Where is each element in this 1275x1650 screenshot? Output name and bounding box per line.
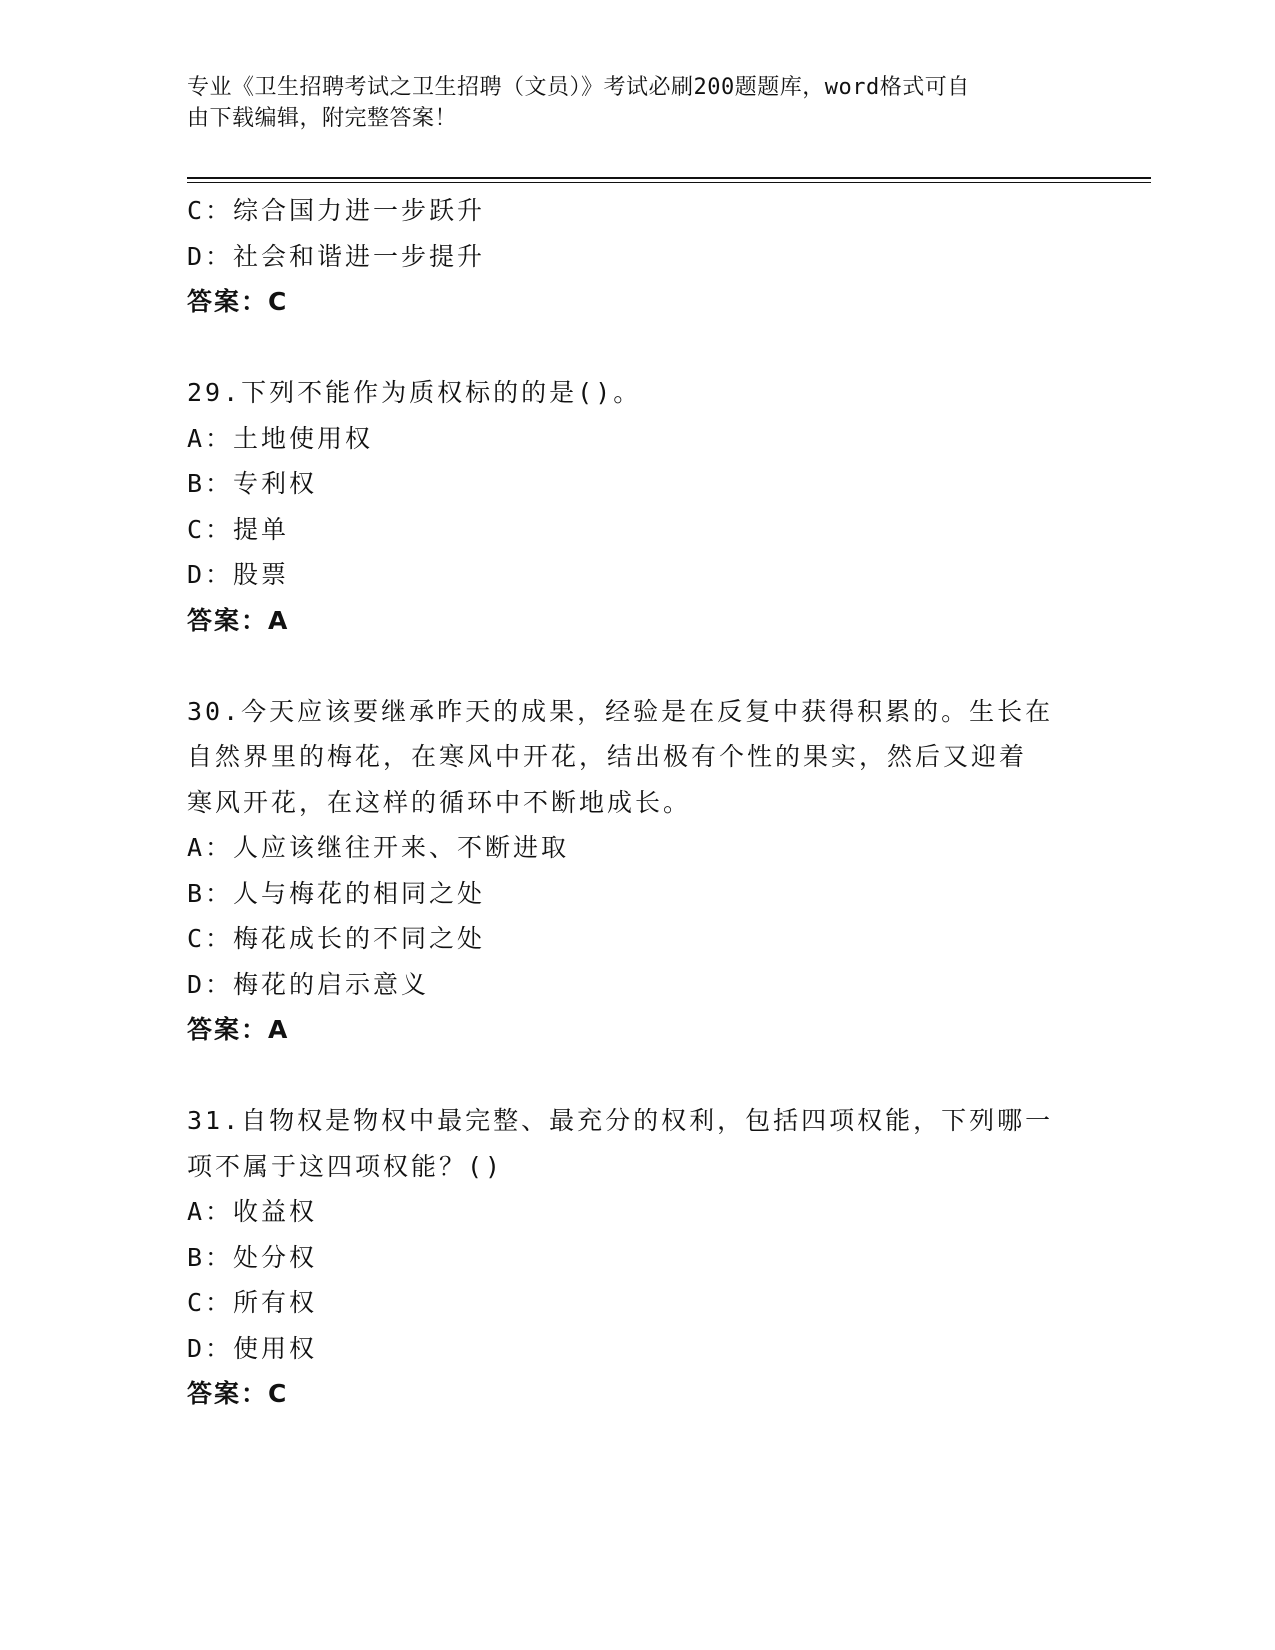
question-stem: 31.自物权是物权中最完整、最充分的权利，包括四项权能，下列哪一 <box>187 1106 1054 1135</box>
question-30 <box>187 689 1087 1053</box>
header-line-1: 专业《卫生招聘考试之卫生招聘（文员）》考试必刷200题题库，word格式可自 <box>187 75 970 100</box>
answer-line: 答案：A <box>187 1015 290 1044</box>
option-a: A：人应该继往开来、不断进取 <box>187 833 570 862</box>
header-divider-thin <box>187 182 1151 183</box>
option-d: D：社会和谐进一步提升 <box>187 241 486 271</box>
header-line-2: 由下载编辑，附完整答案！ <box>187 106 458 131</box>
option-b: B：专利权 <box>187 469 318 498</box>
option-d: D：梅花的启示意义 <box>187 969 430 999</box>
spacer <box>187 643 1087 689</box>
question-stem: 项不属于这四项权能？() <box>187 1151 504 1181</box>
question-31 <box>187 1098 1087 1417</box>
answer-line: 答案：A <box>187 605 290 635</box>
question-stem: 自然界里的梅花，在寒风中开花，结出极有个性的果实，然后又迎着 <box>187 742 1028 771</box>
option-c: C：综合国力进一步跃升 <box>187 196 486 225</box>
question-28-tail <box>187 188 1087 325</box>
option-c: C：所有权 <box>187 1288 318 1317</box>
answer-line: 答案：C <box>187 287 289 316</box>
question-stem: 30.今天应该要继承昨天的成果，经验是在反复中获得积累的。生长在 <box>187 696 1054 726</box>
spacer <box>187 1053 1087 1099</box>
option-a: A：收益权 <box>187 1197 318 1226</box>
option-a: A：土地使用权 <box>187 423 374 453</box>
option-c: C：提单 <box>187 514 290 544</box>
option-b: B：人与梅花的相同之处 <box>187 878 486 908</box>
option-b: B：处分权 <box>187 1242 318 1272</box>
question-stem: 寒风开花，在这样的循环中不断地成长。 <box>187 787 692 817</box>
spacer <box>187 325 1087 371</box>
question-29 <box>187 370 1087 643</box>
answer-line: 答案：C <box>187 1379 289 1408</box>
option-d: D：使用权 <box>187 1333 318 1363</box>
question-stem: 29.下列不能作为质权标的的是()。 <box>187 378 642 407</box>
document-header <box>187 72 1067 134</box>
header-divider-thick <box>187 177 1151 179</box>
option-c: C：梅花成长的不同之处 <box>187 924 486 953</box>
question-list <box>187 188 1087 1417</box>
option-d: D：股票 <box>187 560 290 589</box>
